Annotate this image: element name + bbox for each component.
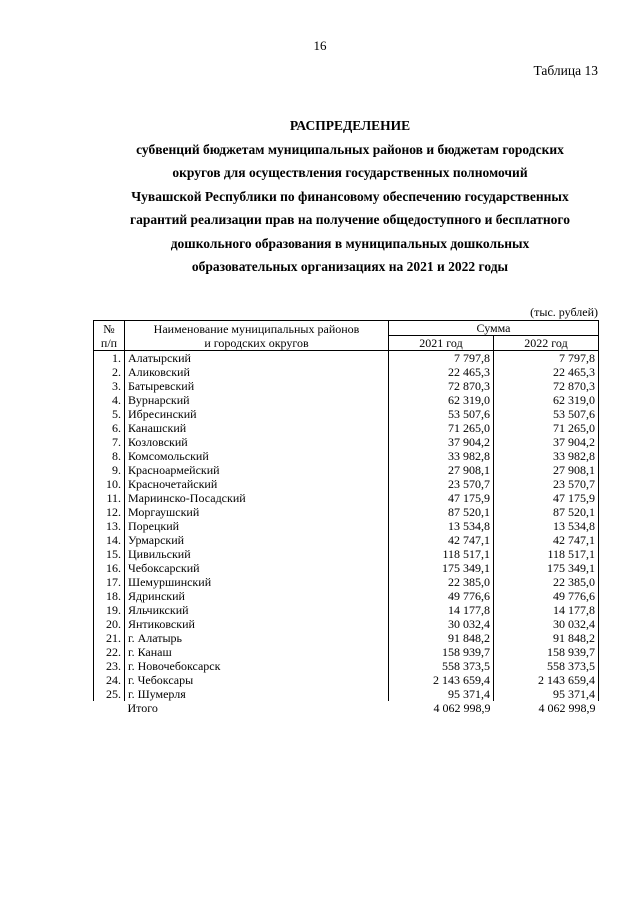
row-name: Ибресинский — [125, 407, 389, 421]
row-number: 9. — [94, 463, 125, 477]
row-value-2021: 91 848,2 — [389, 631, 494, 645]
row-name: г. Новочебоксарск — [125, 659, 389, 673]
table-row — [94, 491, 599, 505]
row-value-2022: 13 534,8 — [494, 519, 599, 533]
row-value-2022: 22 465,3 — [494, 365, 599, 379]
row-value-2022: 72 870,3 — [494, 379, 599, 393]
row-value-2021: 2 143 659,4 — [389, 673, 494, 687]
title-line: округов для осуществления государственных полномочий — [172, 165, 528, 180]
row-name: Моргаушский — [125, 505, 389, 519]
row-number: 13. — [94, 519, 125, 533]
table-row — [94, 477, 599, 491]
row-value-2021: 71 265,0 — [389, 421, 494, 435]
row-name: Яльчикский — [125, 603, 389, 617]
row-number: 6. — [94, 421, 125, 435]
row-number: 18. — [94, 589, 125, 603]
row-value-2022: 23 570,7 — [494, 477, 599, 491]
row-number: 24. — [94, 673, 125, 687]
row-value-2021: 37 904,2 — [389, 435, 494, 449]
total-value-2021: 4 062 998,9 — [433, 701, 491, 715]
row-value-2021: 87 520,1 — [389, 505, 494, 519]
row-number: 3. — [94, 379, 125, 393]
row-name: Мариинско-Посадский — [125, 491, 389, 505]
row-value-2022: 558 373,5 — [494, 659, 599, 673]
table-label: Таблица 13 — [533, 63, 598, 78]
table-row — [94, 505, 599, 519]
title-line: РАСПРЕДЕЛЕНИЕ — [289, 118, 411, 133]
row-number: 2. — [94, 365, 125, 379]
distribution-table — [93, 320, 599, 715]
row-value-2021: 118 517,1 — [389, 547, 494, 561]
col-header-2022: 2022 год — [494, 336, 599, 351]
row-value-2021: 13 534,8 — [389, 519, 494, 533]
page-number: 16 — [313, 38, 327, 53]
table-row — [94, 421, 599, 435]
row-name: Алатырский — [125, 351, 389, 366]
row-name: Красноармейский — [125, 463, 389, 477]
row-number: 11. — [94, 491, 125, 505]
col-header-number — [94, 321, 125, 351]
table-row — [94, 393, 599, 407]
row-value-2022: 37 904,2 — [494, 435, 599, 449]
table-row — [94, 519, 599, 533]
row-name: Козловский — [125, 435, 389, 449]
title-line: образовательных организациях на 2021 и 2022 годы — [191, 259, 509, 274]
row-value-2022: 71 265,0 — [494, 421, 599, 435]
document-title — [60, 114, 640, 279]
row-value-2022: 7 797,8 — [494, 351, 599, 366]
table-row — [94, 603, 599, 617]
row-number: 16. — [94, 561, 125, 575]
row-value-2021: 33 982,8 — [389, 449, 494, 463]
row-name: Янтиковский — [125, 617, 389, 631]
table-row — [94, 379, 599, 393]
row-number: 17. — [94, 575, 125, 589]
table-row — [94, 673, 599, 687]
row-number: 1. — [94, 351, 125, 366]
table-row — [94, 575, 599, 589]
row-name: Аликовский — [125, 365, 389, 379]
row-value-2022: 158 939,7 — [494, 645, 599, 659]
title-line: субвенций бюджетам муниципальных районов и бюджетам городских — [136, 141, 564, 157]
table-row — [94, 659, 599, 673]
row-number: 7. — [94, 435, 125, 449]
row-value-2021: 47 175,9 — [389, 491, 494, 505]
row-number: 10. — [94, 477, 125, 491]
total-label: Итого — [127, 701, 158, 715]
row-name: Канашский — [125, 421, 389, 435]
row-value-2022: 42 747,1 — [494, 533, 599, 547]
table-row — [94, 645, 599, 659]
row-value-2022: 47 175,9 — [494, 491, 599, 505]
col-header-name — [125, 321, 389, 351]
row-value-2022: 91 848,2 — [494, 631, 599, 645]
row-name: Чебоксарский — [125, 561, 389, 575]
row-value-2021: 158 939,7 — [389, 645, 494, 659]
col-header-number-line2: п/п — [100, 335, 118, 350]
row-number: 8. — [94, 449, 125, 463]
row-name: г. Алатырь — [125, 631, 389, 645]
row-number: 20. — [94, 617, 125, 631]
row-name: Урмарский — [125, 533, 389, 547]
row-name: Комсомольский — [125, 449, 389, 463]
table-row — [94, 351, 599, 366]
row-name: Батыревский — [125, 379, 389, 393]
row-value-2021: 95 371,4 — [389, 687, 494, 701]
row-value-2021: 30 032,4 — [389, 617, 494, 631]
table-body — [94, 351, 599, 716]
row-value-2022: 2 143 659,4 — [494, 673, 599, 687]
table-row — [94, 561, 599, 575]
table-row — [94, 533, 599, 547]
row-name: Ядринский — [125, 589, 389, 603]
row-value-2021: 558 373,5 — [389, 659, 494, 673]
row-name: г. Чебоксары — [125, 673, 389, 687]
title-line: гарантий реализации прав на получение общедоступного и бесплатного — [130, 212, 570, 227]
col-header-sum: Сумма — [389, 321, 599, 336]
total-row — [94, 701, 599, 715]
table-row — [94, 687, 599, 701]
row-value-2021: 175 349,1 — [389, 561, 494, 575]
row-value-2022: 53 507,6 — [494, 407, 599, 421]
row-value-2021: 42 747,1 — [389, 533, 494, 547]
row-value-2021: 14 177,8 — [389, 603, 494, 617]
table-row — [94, 407, 599, 421]
row-name: Цивильский — [125, 547, 389, 561]
title-line: Чувашской Республики по финансовому обеспечению государственных — [131, 188, 569, 204]
row-name: Вурнарский — [125, 393, 389, 407]
row-value-2021: 27 908,1 — [389, 463, 494, 477]
col-header-name-line2: и городских округов — [204, 335, 309, 350]
row-value-2022: 87 520,1 — [494, 505, 599, 519]
row-number: 25. — [94, 687, 125, 701]
row-number: 4. — [94, 393, 125, 407]
table-row — [94, 449, 599, 463]
row-value-2022: 33 982,8 — [494, 449, 599, 463]
total-value-2022: 4 062 998,9 — [538, 701, 596, 715]
row-value-2021: 22 465,3 — [389, 365, 494, 379]
row-value-2022: 30 032,4 — [494, 617, 599, 631]
row-value-2022: 27 908,1 — [494, 463, 599, 477]
row-name: Красночетайский — [125, 477, 389, 491]
row-value-2022: 22 385,0 — [494, 575, 599, 589]
row-number: 5. — [94, 407, 125, 421]
table-row — [94, 589, 599, 603]
row-number: 15. — [94, 547, 125, 561]
row-name: г. Шумерля — [125, 687, 389, 701]
row-value-2021: 22 385,0 — [389, 575, 494, 589]
table-row — [94, 631, 599, 645]
row-number: 14. — [94, 533, 125, 547]
row-value-2021: 53 507,6 — [389, 407, 494, 421]
row-number: 19. — [94, 603, 125, 617]
table-row — [94, 463, 599, 477]
row-name: г. Канаш — [125, 645, 389, 659]
row-value-2021: 62 319,0 — [389, 393, 494, 407]
row-value-2022: 95 371,4 — [494, 687, 599, 701]
row-name: Шемуршинский — [125, 575, 389, 589]
title-line: дошкольного образования в муниципальных дошкольных — [170, 235, 530, 251]
row-value-2021: 72 870,3 — [389, 379, 494, 393]
row-number: 12. — [94, 505, 125, 519]
row-value-2021: 7 797,8 — [389, 351, 494, 366]
col-header-name-line1: Наименование муниципальных районов — [153, 321, 360, 336]
row-name: Порецкий — [125, 519, 389, 533]
row-number: 22. — [94, 645, 125, 659]
total-number — [94, 701, 125, 715]
table-row — [94, 435, 599, 449]
row-value-2021: 49 776,6 — [389, 589, 494, 603]
units-label: (тыс. рублей) — [530, 305, 598, 319]
table-row — [94, 365, 599, 379]
row-value-2022: 14 177,8 — [494, 603, 599, 617]
row-value-2021: 23 570,7 — [389, 477, 494, 491]
row-number: 23. — [94, 659, 125, 673]
table-row — [94, 617, 599, 631]
row-value-2022: 118 517,1 — [494, 547, 599, 561]
col-header-number-line1: № — [103, 321, 115, 336]
row-value-2022: 49 776,6 — [494, 589, 599, 603]
col-header-2021: 2021 год — [389, 336, 494, 351]
table-row — [94, 547, 599, 561]
row-value-2022: 62 319,0 — [494, 393, 599, 407]
row-value-2022: 175 349,1 — [494, 561, 599, 575]
row-number: 21. — [94, 631, 125, 645]
